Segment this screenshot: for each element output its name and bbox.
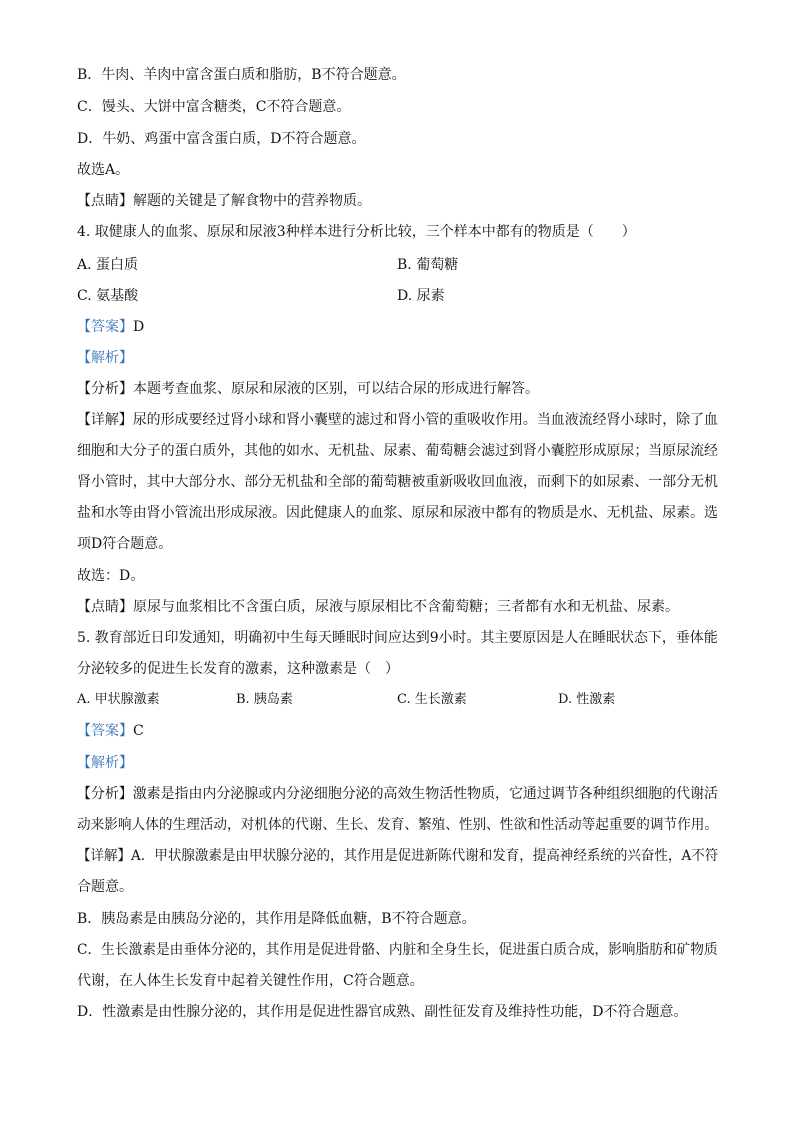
q5-answer xyxy=(77,721,144,741)
q5-stem-line-2: 分泌较多的促进生长发育的激素，这种激素是（ ） xyxy=(77,661,399,677)
q5-option-c-explanation-line-2: 代谢，在人体生长发育中起着关键性作用，C符合题意。 xyxy=(77,973,424,989)
q3-dianjing xyxy=(77,191,371,211)
dianjing-text: 解题的关键是了解食物中的营养物质。 xyxy=(133,193,371,209)
q4-option-a: A. 蛋白质 xyxy=(77,257,139,273)
answer-value: C xyxy=(133,723,144,739)
q5-option-c: C. 生长激素 xyxy=(397,692,467,707)
q3-choice: 故选A。 xyxy=(77,162,130,178)
dianjing-text: 原尿与血浆相比不含蛋白质，尿液与原尿相比不含葡萄糖；三者都有水和无机盐、尿素。 xyxy=(133,599,679,615)
q4-option-b: B. 葡萄糖 xyxy=(397,257,459,273)
q5-option-b-explanation: B．胰岛素是由胰岛分泌的，其作用是降低血糖，B不符合题意。 xyxy=(77,911,476,927)
xiangjie-tag: 【详解】 xyxy=(77,412,133,428)
q4-answer xyxy=(77,317,144,337)
dianjing-tag: 【点睛】 xyxy=(77,193,133,209)
q5-xiangjie-line-1 xyxy=(77,846,718,866)
q4-choice: 故选：D。 xyxy=(77,568,145,584)
xiangjie-tag: 【详解】 xyxy=(77,848,132,864)
q4-jiexi-tag: 【解析】 xyxy=(77,350,133,366)
q4-xiangjie-line-2: 细胞和大分子的蛋白质外，其他的如水、无机盐、尿素、葡萄糖会滤过到肾小囊腔形成原尿；当原尿流经 xyxy=(77,443,718,459)
fenxi-tag: 【分析】 xyxy=(77,381,133,397)
q5-option-d: D. 性激素 xyxy=(558,692,616,707)
fenxi-text: 激素是指由内分泌腺或内分泌细胞分泌的高效生物活性物质，它通过调节各种组织细胞的代谢活 xyxy=(132,786,718,802)
q5-option-d-explanation: D．性激素是由性腺分泌的，其作用是促进性器官成熟、副性征发育及维持性功能，D不符合题意。 xyxy=(77,1004,688,1020)
q4-xiangjie-line-5: 项D符合题意。 xyxy=(77,536,173,552)
q5-stem-line-1: 5. 教育部近日印发通知，明确初中生每天睡眠时间应达到9小时。其主要原因是人在睡眠状态下，垂体能 xyxy=(77,630,718,646)
q5-option-b: B. 胰岛素 xyxy=(236,692,293,707)
q4-option-d: D. 尿素 xyxy=(397,288,445,304)
q4-stem: 4. 取健康人的血浆、原尿和尿液3种样本进行分析比较，三个样本中都有的物质是（ ） xyxy=(77,224,636,240)
answer-tag: 【答案】 xyxy=(77,723,133,739)
xiangjie-text: 尿的形成要经过肾小球和肾小囊壁的滤过和肾小管的重吸收作用。当血液流经肾小球时，除了血 xyxy=(132,412,718,428)
dianjing-tag: 【点睛】 xyxy=(77,599,133,615)
q5-option-c-explanation-line-1: C．生长激素是由垂体分泌的，其作用是促进骨骼、内脏和全身生长，促进蛋白质合成，影响脂肪和矿物质 xyxy=(77,942,718,958)
q5-fenxi-line-1 xyxy=(77,784,718,804)
fenxi-text: 本题考查血浆、原尿和尿液的区别，可以结合尿的形成进行解答。 xyxy=(133,381,539,397)
answer-value: D xyxy=(133,319,145,335)
q4-xiangjie-line-4: 盐和水等由肾小管流出形成尿液。因此健康人的血浆、原尿和尿液中都有的物质是水、无机盐、尿素。选 xyxy=(77,505,718,521)
q4-xiangjie-line-3: 肾小管时，其中大部分水、部分无机盐和全部的葡萄糖被重新吸收回血液，而剩下的如尿素、一部分无机 xyxy=(77,474,718,490)
q4-option-c: C. 氨基酸 xyxy=(77,288,139,304)
q5-fenxi-line-2: 动来影响人体的生理活动，对机体的代谢、生长、发育、繁殖、性别、性欲和性活动等起重要的调节作用。 xyxy=(77,817,719,833)
q3-option-d-explanation: D．牛奶、鸡蛋中富含蛋白质，D不符合题意。 xyxy=(77,131,366,147)
q3-option-c-explanation: C．馒头、大饼中富含糖类，C不符合题意。 xyxy=(77,99,351,115)
q5-option-a: A. 甲状腺激素 xyxy=(77,692,160,707)
q4-xiangjie-line-1 xyxy=(77,410,718,430)
q4-dianjing xyxy=(77,597,679,617)
q5-jiexi-tag: 【解析】 xyxy=(77,755,133,771)
q4-fenxi xyxy=(77,379,539,399)
q5-xiangjie-line-2: 合题意。 xyxy=(77,879,133,895)
fenxi-tag: 【分析】 xyxy=(77,786,133,802)
xiangjie-text: A．甲状腺激素是由甲状腺分泌的，其作用是促进新陈代谢和发育，提高神经系统的兴奋性，A不符 xyxy=(131,848,719,864)
q3-option-b-explanation: B．牛肉、羊肉中富含蛋白质和脂肪，B不符合题意。 xyxy=(77,67,406,83)
answer-tag: 【答案】 xyxy=(77,319,133,335)
